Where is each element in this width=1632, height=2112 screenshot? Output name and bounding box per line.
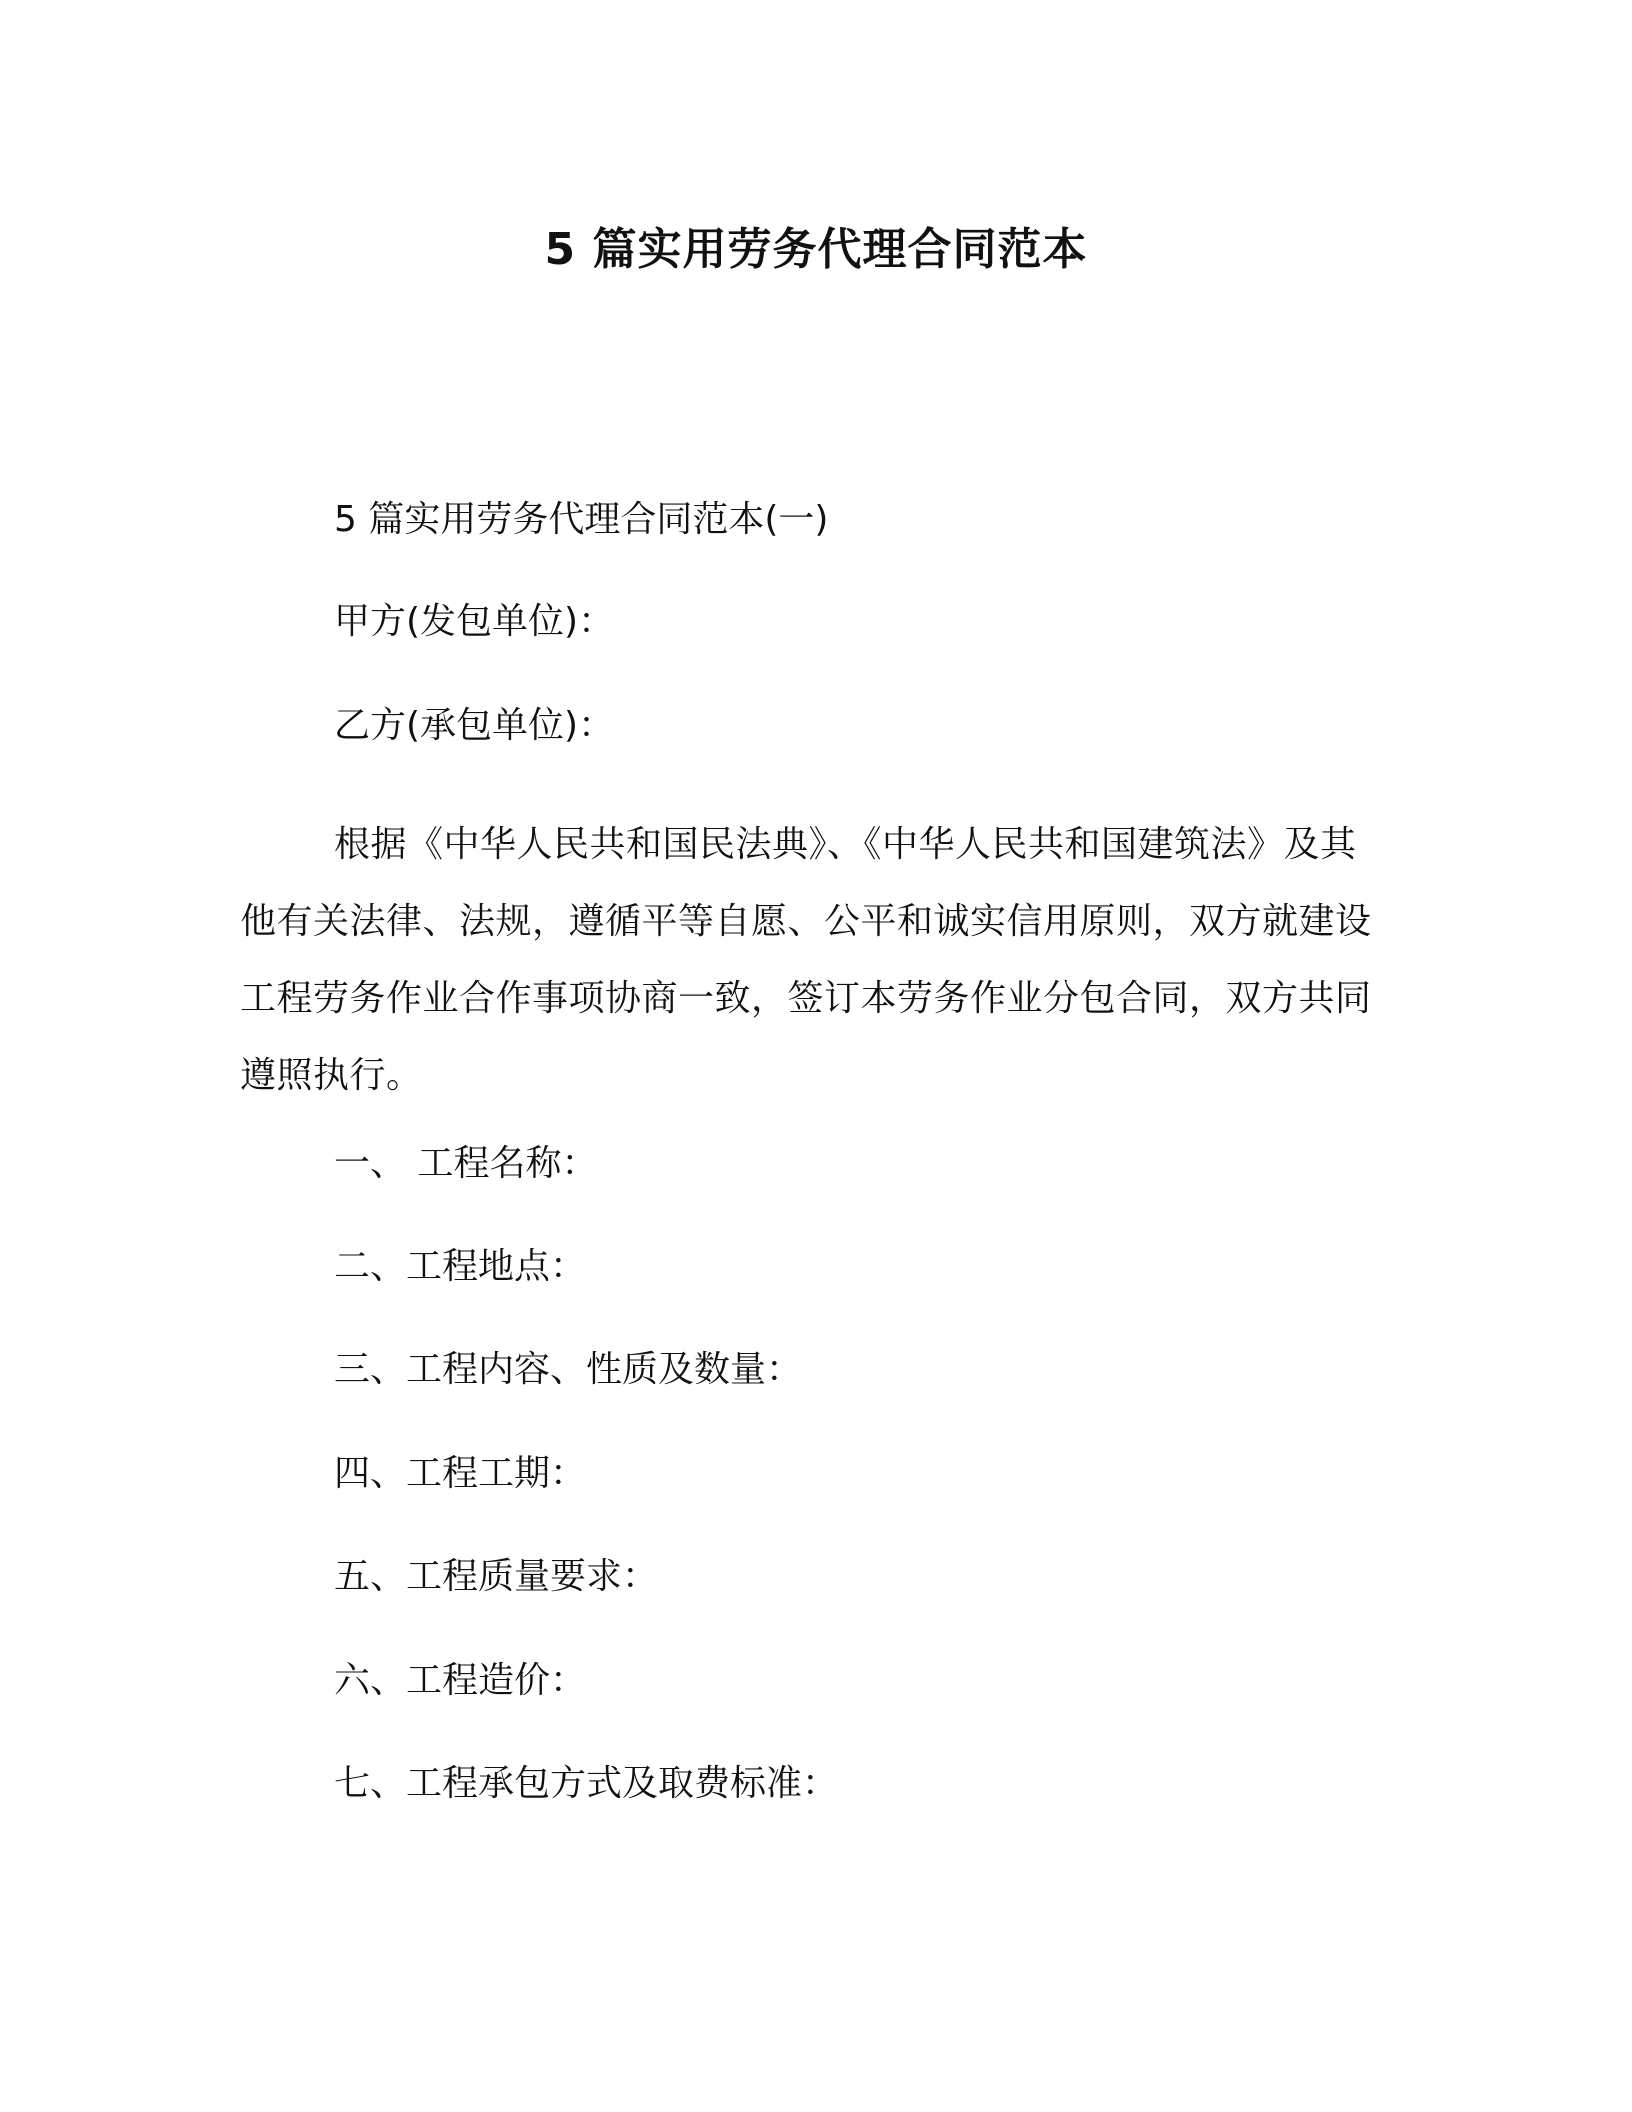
contract-subtitle: 5 篇实用劳务代理合同范本(一)	[334, 499, 829, 540]
section-project-duration: 四、工程工期：	[334, 1453, 587, 1494]
section-project-cost: 六、工程造价：	[334, 1660, 587, 1701]
section-project-content: 三、工程内容、性质及数量：	[334, 1349, 803, 1390]
section-quality-requirements: 五、工程质量要求：	[334, 1556, 659, 1597]
section-project-location: 二、工程地点：	[334, 1246, 587, 1287]
document-title: 5 篇实用劳务代理合同范本	[544, 224, 1088, 275]
party-a-label: 甲方(发包单位)：	[334, 601, 615, 642]
party-b-label: 乙方(承包单位)：	[334, 705, 615, 746]
intro-paragraph: 根据《中华人民共和国民法典》、《中华人民共和国建筑法》及其他有关法律、法规，遵循平等自愿、公平和诚实信用原则，双方就建设工程劳务作业合作事项协商一致，签订本劳务作业分包合同，双方共同遵照执行。	[240, 824, 1372, 1096]
section-project-name: 一、 工程名称：	[334, 1143, 598, 1184]
section-contract-method: 七、工程承包方式及取费标准：	[334, 1763, 839, 1804]
